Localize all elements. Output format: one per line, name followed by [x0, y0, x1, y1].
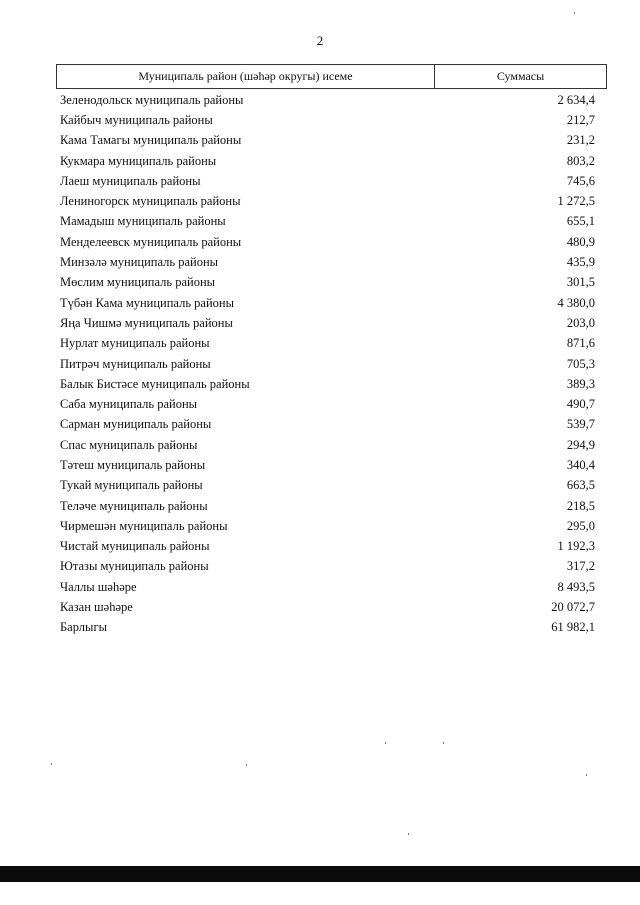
- table-row: [60, 354, 595, 374]
- table-row: [60, 476, 595, 496]
- table-row: [60, 252, 595, 272]
- row-name: Тукай муниципаль районы: [60, 478, 203, 493]
- table-row: [60, 557, 595, 577]
- row-value: 4 380,0: [557, 295, 595, 310]
- table-body: [60, 90, 595, 638]
- row-value: 301,5: [566, 275, 595, 290]
- row-name: Чирмешән муниципаль районы: [60, 518, 228, 533]
- scan-speck: [385, 742, 386, 744]
- table-row: [60, 618, 595, 638]
- row-name: Түбән Кама муниципаль районы: [60, 295, 234, 310]
- row-value: 203,0: [566, 315, 595, 330]
- row-name: Питрәч муниципаль районы: [60, 356, 211, 371]
- table-row: [60, 273, 595, 293]
- row-value: 212,7: [566, 112, 595, 127]
- table-row: [60, 496, 595, 516]
- row-value: 871,6: [566, 336, 595, 351]
- scan-speck: [586, 774, 587, 776]
- row-value: 340,4: [566, 457, 595, 472]
- row-name: Минзәлә муниципаль районы: [60, 255, 219, 270]
- row-value: 655,1: [566, 214, 595, 229]
- row-name: Барлыгы: [60, 620, 107, 635]
- row-name: Кама Тамагы муниципаль районы: [60, 133, 242, 148]
- table-header: [56, 64, 607, 89]
- row-value: 1 272,5: [557, 194, 595, 209]
- scan-speck: [246, 764, 247, 766]
- table-row: [60, 597, 595, 617]
- table-row: [60, 110, 595, 130]
- scan-speck: [443, 742, 444, 744]
- row-value: 231,2: [566, 133, 595, 148]
- row-name: Яңа Чишмә муниципаль районы: [60, 315, 233, 330]
- row-value: 705,3: [566, 356, 595, 371]
- scan-speck: [51, 763, 52, 765]
- table-row: [60, 151, 595, 171]
- row-name: Менделеевск муниципаль районы: [60, 234, 242, 249]
- row-name: Казан шәһәре: [60, 600, 133, 615]
- row-value: 490,7: [566, 397, 595, 412]
- row-name: Тәтеш муниципаль районы: [60, 457, 206, 472]
- row-name: Лениногорск муниципаль районы: [60, 194, 241, 209]
- scan-speck: [408, 833, 409, 835]
- row-value: 663,5: [566, 478, 595, 493]
- row-name: Кукмара муниципаль районы: [60, 153, 217, 168]
- row-value: 218,5: [566, 498, 595, 513]
- row-value: 61 982,1: [551, 620, 595, 635]
- row-value: 8 493,5: [557, 579, 595, 594]
- row-name: Зеленодольск муниципаль районы: [60, 92, 244, 107]
- row-name: Сарман муниципаль районы: [60, 417, 212, 432]
- row-value: 745,6: [566, 173, 595, 188]
- scan-edge-band: [0, 866, 640, 882]
- table-row: [60, 90, 595, 110]
- row-value: 539,7: [566, 417, 595, 432]
- row-name: Саба муниципаль районы: [60, 397, 198, 412]
- row-name: Ютазы муниципаль районы: [60, 559, 209, 574]
- row-name: Лаеш муниципаль районы: [60, 173, 201, 188]
- row-name: Кайбыч муниципаль районы: [60, 112, 213, 127]
- column-header-sum: Суммасы: [496, 69, 545, 83]
- row-name: Теләче муниципаль районы: [60, 498, 208, 513]
- row-value: 295,0: [566, 518, 595, 533]
- row-value: 20 072,7: [551, 600, 595, 615]
- column-header-name: Муниципаль район (шәһәр округы) исеме: [57, 65, 435, 88]
- row-value: 2 634,4: [557, 92, 595, 107]
- table-row: [60, 191, 595, 211]
- row-value: 389,3: [566, 376, 595, 391]
- table-row: [60, 374, 595, 394]
- row-name: Балык Бистәсе муниципаль районы: [60, 376, 250, 391]
- table-row: [60, 577, 595, 597]
- table-row: [60, 435, 595, 455]
- row-name: Чистай муниципаль районы: [60, 539, 210, 554]
- table-row: [60, 334, 595, 354]
- row-name: Чаллы шәһәре: [60, 579, 137, 594]
- table-row: [60, 415, 595, 435]
- row-value: 803,2: [566, 153, 595, 168]
- table-row: [60, 232, 595, 252]
- row-name: Мөслим муниципаль районы: [60, 275, 216, 290]
- table-row: [60, 293, 595, 313]
- row-name: Нурлат муниципаль районы: [60, 336, 210, 351]
- table-row: [60, 537, 595, 557]
- row-name: Спас муниципаль районы: [60, 437, 198, 452]
- row-name: Мамадыш муниципаль районы: [60, 214, 226, 229]
- row-value: 294,9: [566, 437, 595, 452]
- row-value: 1 192,3: [557, 539, 595, 554]
- table-row: [60, 212, 595, 232]
- scan-speck: [574, 12, 575, 14]
- table-row: [60, 516, 595, 536]
- table-row: [60, 394, 595, 414]
- row-value: 480,9: [566, 234, 595, 249]
- table-row: [60, 131, 595, 151]
- table-row: [60, 455, 595, 475]
- table-row: [60, 171, 595, 191]
- row-value: 435,9: [566, 255, 595, 270]
- row-value: 317,2: [566, 559, 595, 574]
- table-row: [60, 313, 595, 333]
- page-number: 2: [316, 33, 324, 48]
